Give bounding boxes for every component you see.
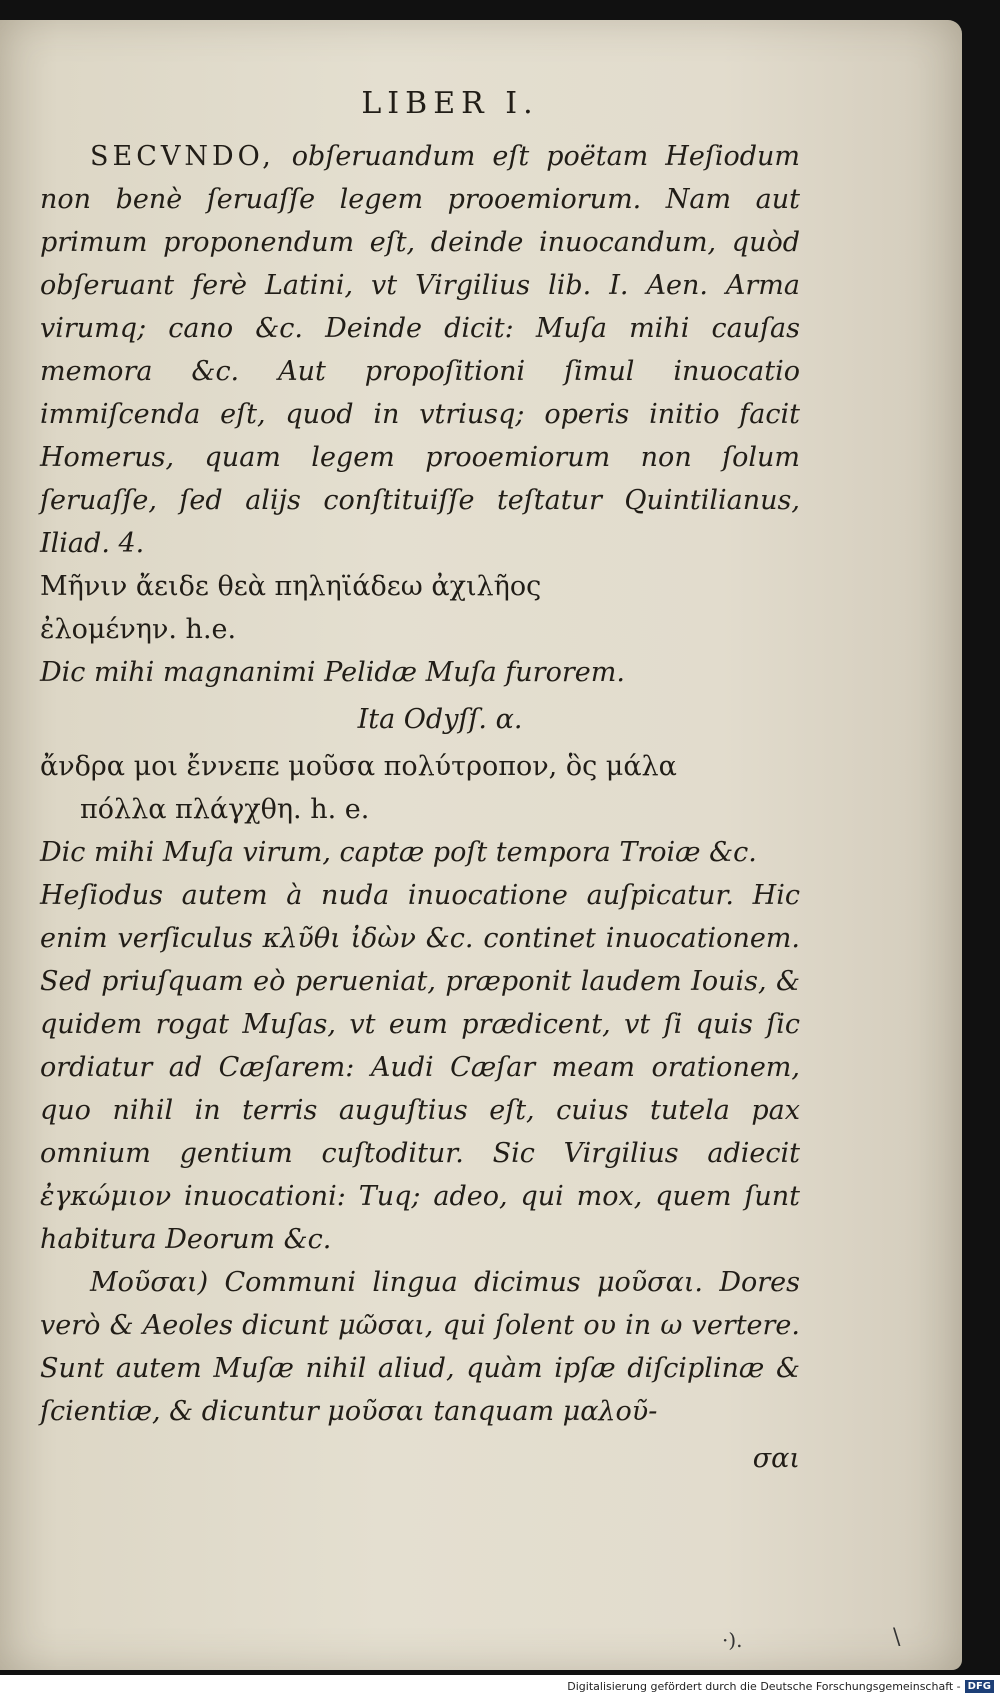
paragraph-2: Heſiodus autem à nuda inuocatione auſpicatur. Hic enim verſiculus κλῦθι ἰδὼν &c. continet inuocationem. Sed priuſquam eò perueniat, præponit laudem Iouis, & quidem rogat Muſas, vt eum prædicent, vt ſi quis ſic ordiatur ad Cæſarem: Audi Cæſar meam orationem, quo nihil in terris auguſtius eſt, cuius tutela pax omnium gentium cuſtoditur. Sic Virgilius adiecit ἐγκώμιον inuocationi: Tuq; adeo, qui mox, quem ſunt habitura Deorum &c. xyxy=(40,880,800,1255)
paragraph-1 xyxy=(40,135,800,565)
latin-verse-1: Dic mihi magnanimi Pelidæ Muſa furorem. xyxy=(40,657,625,688)
greek-quote-1-line-2: ἐλομένην. h.e. xyxy=(40,614,237,645)
digitization-footer xyxy=(0,1675,1000,1697)
paragraph-1-lead: SECVNDO, xyxy=(90,141,275,172)
greek-quote-1-line-1: Μῆνιν ἄειδε θεὰ πηληϊάδεω ἀχιλῆος xyxy=(40,571,542,602)
page-text xyxy=(40,82,800,1480)
running-head: LIBER I. xyxy=(361,86,539,121)
footer-credit: Digitalisierung gefördert durch die Deutsche Forschungsgemeinschaft - xyxy=(567,1679,961,1693)
greek-quote-2-line-2: πόλλα πλάγχθη. h. e. xyxy=(80,794,370,825)
book-page xyxy=(0,20,962,1670)
dfg-logo: DFG xyxy=(965,1680,994,1693)
latin-verse-2: Dic mihi Muſa virum, captæ poſt tempora Troiæ &c. xyxy=(40,837,757,868)
catchword: σαι xyxy=(752,1443,800,1474)
paragraph-3: Μοῦσαι) Communi lingua dicimus μοῦσαι. Dores verò & Aeoles dicunt μῶσαι, qui ſolent ου in ω vertere. Sunt autem Muſæ nihil aliud, quàm ipſæ diſciplinæ & ſcientiæ, & dicuntur μοῦσαι tanquam μαλοῦ- xyxy=(40,1267,800,1427)
odyssey-reference: Ita Odyſſ. α. xyxy=(357,704,523,735)
greek-quote-2-line-1: ἄνδρα μοι ἔννεπε μοῦσα πολύτροπον, ὃς μάλα xyxy=(40,751,677,782)
page-mark-tick: \ xyxy=(893,1625,901,1650)
page-mark-dot: ·). xyxy=(722,1628,743,1652)
paragraph-1-text: obſeruandum eſt poëtam Heſiodum non benè ſeruaſſe legem prooemiorum. Nam aut primum proponendum eſt, deinde inuocandum, quòd obſeruant ferè Latini, vt Virgilius lib. I. Aen. Arma virumq; cano &c. Deinde dicit: Muſa mihi cauſas memora &c. Aut propoſitioni ſimul inuocatio immiſcenda eſt, quod in vtriusq; operis initio facit Homerus, quam legem prooemiorum non ſolum ſeruaſſe, ſed alijs conſtituiſſe teſtatur Quintilianus, Iliad. 4. xyxy=(40,141,800,559)
